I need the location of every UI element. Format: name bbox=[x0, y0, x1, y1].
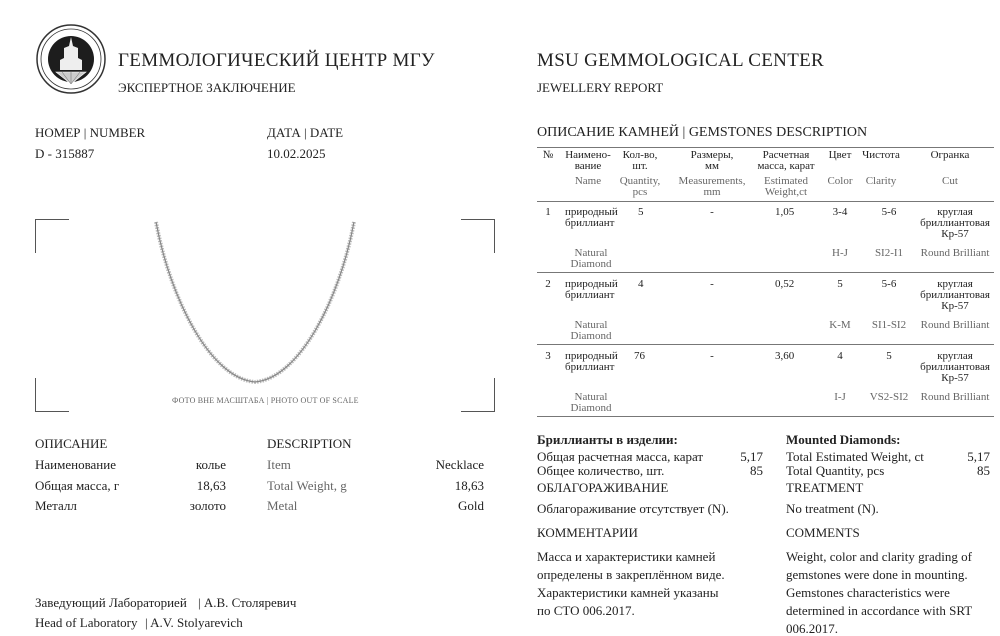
mounted-en-weight-label: Total Estimated Weight, ct bbox=[786, 449, 924, 464]
ru-title: ГЕММОЛОГИЧЕСКИЙ ЦЕНТР МГУ bbox=[118, 50, 435, 71]
row-qty: 5 bbox=[638, 206, 644, 218]
row-color-en: H-J bbox=[832, 247, 848, 259]
row-cut-ru: круглая бриллиантовая Кр-57 bbox=[920, 278, 990, 312]
row-name-ru: природный бриллиант bbox=[565, 350, 618, 373]
en-subtitle: JEWELLERY REPORT bbox=[537, 80, 664, 95]
row-weight: 1,05 bbox=[775, 206, 795, 218]
comments-ru-text bbox=[537, 548, 725, 620]
treatment-ru-heading: ОБЛАГОРАЖИВАНИЕ bbox=[537, 480, 669, 495]
row-cut-en: Round Brilliant bbox=[920, 391, 990, 403]
row-color-en: K-M bbox=[829, 319, 851, 331]
header-name-ru: Наимено- вание bbox=[565, 149, 611, 172]
metal-ru-value: золото bbox=[189, 498, 226, 513]
row-size: - bbox=[710, 350, 714, 362]
row-weight: 0,52 bbox=[775, 278, 795, 290]
signature-ru-role: Заведующий Лабораторией bbox=[35, 595, 187, 610]
row-cut-ru: круглая бриллиантовая Кр-57 bbox=[920, 350, 990, 384]
comment-line: Характеристики камней указаны bbox=[537, 585, 719, 600]
comment-line: по СТО 006.2017. bbox=[537, 603, 635, 618]
mounted-en-heading: Mounted Diamonds: bbox=[786, 432, 901, 447]
necklace-photo bbox=[150, 218, 360, 388]
row-clarity-en: SI2-I1 bbox=[874, 247, 904, 259]
item-en-label: Item bbox=[267, 457, 291, 472]
row-qty: 4 bbox=[638, 278, 644, 290]
row-clarity-ru: 5-6 bbox=[881, 206, 897, 218]
table-row: 1 bbox=[545, 206, 551, 218]
gemstones-heading: ОПИСАНИЕ КАМНЕЙ | GEMSTONES DESCRIPTION bbox=[537, 125, 868, 140]
photo-frame-corner bbox=[461, 219, 495, 253]
table-bottom-rule bbox=[537, 416, 994, 417]
row-name-en: Natural Diamond bbox=[570, 247, 612, 270]
table-row: 3 bbox=[545, 350, 551, 362]
row-cut-en: Round Brilliant bbox=[920, 319, 990, 331]
comment-line: determined in accordance with SRT bbox=[786, 603, 973, 618]
comment-line: 006.2017. bbox=[786, 621, 838, 636]
mounted-ru-qty-value: 85 bbox=[750, 463, 763, 478]
signature-en-name: | A.V. Stolyarevich bbox=[145, 615, 243, 630]
header-clarity-en: Clarity bbox=[865, 175, 897, 187]
metal-ru-label: Металл bbox=[35, 498, 77, 513]
treatment-en-text: No treatment (N). bbox=[786, 501, 879, 516]
row-color-ru: 5 bbox=[837, 278, 843, 290]
mounted-en-weight-value: 5,17 bbox=[967, 449, 990, 464]
number-value: D - 315887 bbox=[35, 146, 95, 161]
photo-caption: ФОТО ВНЕ МАСШТАБА | PHOTO OUT OF SCALE bbox=[172, 396, 359, 405]
weight-en-value: 18,63 bbox=[454, 478, 484, 493]
comments-ru-heading: КОММЕНТАРИИ bbox=[537, 525, 638, 540]
en-title: MSU GEMMOLOGICAL CENTER bbox=[537, 50, 824, 71]
weight-en-label: Total Weight, g bbox=[267, 478, 347, 493]
comment-line: Weight, color and clarity grading of bbox=[786, 549, 972, 564]
item-ru-label: Наименование bbox=[35, 457, 116, 472]
header-name-en: Name bbox=[574, 175, 602, 187]
comments-en-heading: COMMENTS bbox=[786, 525, 860, 540]
row-name-ru: природный бриллиант bbox=[565, 206, 618, 229]
header-cut-en: Cut bbox=[942, 175, 958, 187]
mounted-en-qty-value: 85 bbox=[977, 463, 990, 478]
row-weight: 3,60 bbox=[775, 350, 795, 362]
item-en-value: Necklace bbox=[435, 457, 484, 472]
signature-en-role: Head of Laboratory bbox=[35, 615, 138, 630]
comment-line: Масса и характеристики камней bbox=[537, 549, 716, 564]
row-size: - bbox=[710, 278, 714, 290]
row-name-ru: природный бриллиант bbox=[565, 278, 618, 301]
mounted-en-qty-label: Total Quantity, pcs bbox=[786, 463, 885, 478]
row-color-ru: 3-4 bbox=[832, 206, 848, 218]
treatment-ru-text: Облагораживание отсутствует (N). bbox=[537, 501, 729, 516]
header-clarity-ru: Чистота bbox=[862, 149, 900, 161]
header-no: № bbox=[542, 149, 554, 161]
description-ru-heading: ОПИСАНИЕ bbox=[35, 436, 108, 451]
item-ru-value: колье bbox=[195, 457, 226, 472]
row-size: - bbox=[710, 206, 714, 218]
metal-en-label: Metal bbox=[267, 498, 298, 513]
header-cut-ru: Огранка bbox=[930, 149, 970, 161]
table-row: 2 bbox=[545, 278, 551, 290]
row-clarity-en: VS2-SI2 bbox=[869, 391, 909, 403]
number-label: НОМЕР | NUMBER bbox=[35, 125, 146, 140]
row-name-en: Natural Diamond bbox=[570, 319, 612, 342]
row-clarity-en: SI1-SI2 bbox=[871, 319, 907, 331]
treatment-en-heading: TREATMENT bbox=[786, 480, 864, 495]
weight-ru-value: 18,63 bbox=[196, 478, 226, 493]
comment-line: Gemstones characteristics were bbox=[786, 585, 950, 600]
mounted-ru-weight-value: 5,17 bbox=[740, 449, 763, 464]
header-color-en: Color bbox=[827, 175, 853, 187]
row-color-ru: 4 bbox=[837, 350, 843, 362]
table-row-rule bbox=[537, 344, 994, 345]
row-qty: 76 bbox=[634, 350, 645, 362]
row-clarity-ru: 5 bbox=[886, 350, 892, 362]
header-qty-ru: Кол-во, шт. bbox=[622, 149, 658, 172]
header-size-en: Measurements, mm bbox=[678, 175, 746, 198]
table-top-rule bbox=[537, 147, 994, 148]
photo-frame-corner bbox=[461, 378, 495, 412]
comments-en-text bbox=[786, 548, 972, 636]
header-weight-ru: Расчетная масса, карат bbox=[757, 149, 815, 172]
header-qty-en: Quantity, pcs bbox=[619, 175, 661, 198]
table-header-rule bbox=[537, 201, 994, 202]
header-color-ru: Цвет bbox=[828, 149, 852, 161]
date-label: ДАТА | DATE bbox=[267, 125, 344, 140]
row-cut-ru: круглая бриллиантовая Кр-57 bbox=[920, 206, 990, 240]
date-value: 10.02.2025 bbox=[267, 146, 326, 161]
photo-frame-corner bbox=[35, 219, 69, 253]
header-size-ru: Размеры, мм bbox=[690, 149, 734, 172]
comment-line: определены в закреплённом виде. bbox=[537, 567, 725, 582]
comment-line: gemstones were done in mounting. bbox=[786, 567, 968, 582]
description-en-heading: DESCRIPTION bbox=[267, 436, 352, 451]
table-row-rule bbox=[537, 272, 994, 273]
row-name-en: Natural Diamond bbox=[570, 391, 612, 414]
mounted-ru-qty-label: Общее количество, шт. bbox=[537, 463, 665, 478]
mounted-ru-weight-label: Общая расчетная масса, карат bbox=[537, 449, 704, 464]
weight-ru-label: Общая масса, г bbox=[35, 478, 120, 493]
metal-en-value: Gold bbox=[458, 498, 484, 513]
msu-logo-icon bbox=[36, 24, 106, 94]
header-weight-en: Estimated Weight,ct bbox=[764, 175, 808, 198]
ru-subtitle: ЭКСПЕРТНОЕ ЗАКЛЮЧЕНИЕ bbox=[118, 80, 296, 95]
signature-ru-name: | А.В. Столяревич bbox=[198, 595, 297, 610]
row-cut-en: Round Brilliant bbox=[920, 247, 990, 259]
row-clarity-ru: 5-6 bbox=[881, 278, 897, 290]
mounted-ru-heading: Бриллианты в изделии: bbox=[537, 432, 678, 447]
photo-frame-corner bbox=[35, 378, 69, 412]
row-color-en: I-J bbox=[834, 391, 846, 403]
